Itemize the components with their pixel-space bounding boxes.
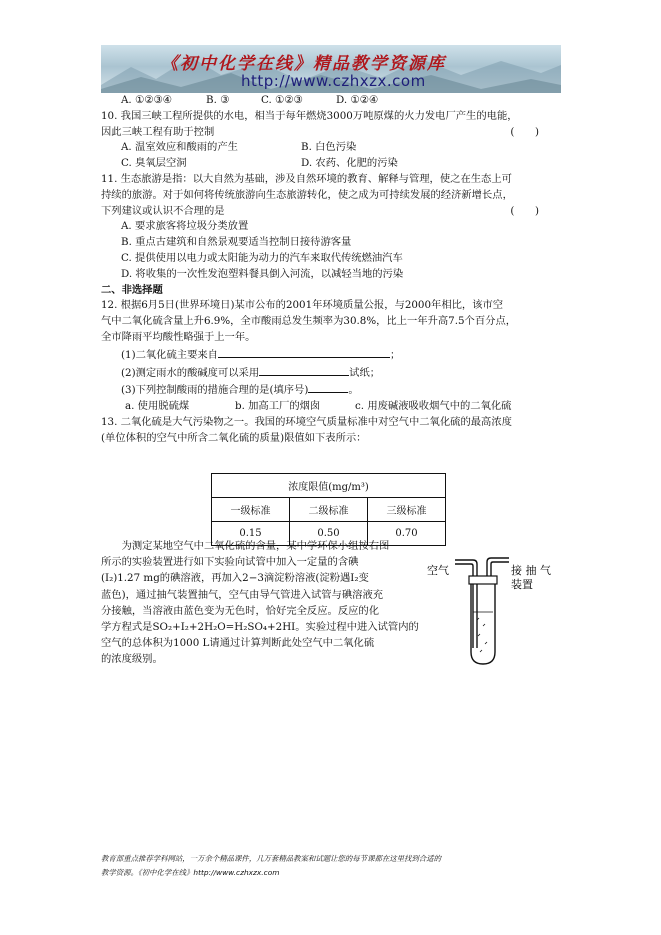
- footer-line-1: 教育部重点推荐学科网站，一万余个精品课件，几万套精品教案和试题让您的每节课都在这里找到合适的: [101, 854, 441, 863]
- q12-choice-a: a. 使用脱硫煤: [125, 400, 190, 413]
- q11-line-3-text: 下列建议或认识不合理的是: [101, 204, 225, 217]
- q13-line-1: 13. 二氧化硫是大气污染物之一。我国的环境空气质量标准中对空气中二氧化硫的最高浓度: [101, 415, 512, 428]
- q12-subquestion-1: [101, 346, 561, 364]
- para-line: 蓝色)，通过抽气装置抽气，空气由导气管进入试管与碘溶液充: [101, 588, 384, 601]
- table-value-3: 0.70: [368, 522, 446, 546]
- outlet-tube: [487, 558, 509, 578]
- q9-option-b: B. ③: [206, 94, 230, 106]
- q12-s2-text: (2)测定雨水的酸碱度可以采用: [121, 366, 260, 379]
- q11-option-d: D. 将收集的一次性发泡塑料餐具倒入河流，以减轻当地的污染: [121, 267, 404, 280]
- table-col-1: 一级标准: [212, 498, 290, 522]
- para-line: 为测定某地空气中二氧化硫的含量，某中学环保小组按右图: [101, 540, 390, 552]
- q10-line-2-text: 因此三峡工程有助于控制: [101, 125, 215, 138]
- page-footer: [101, 852, 563, 880]
- q10-options-row-2: [101, 156, 561, 172]
- section-heading: 二、非选择题: [101, 283, 163, 296]
- q9-option-d: D. ①②④: [336, 94, 379, 106]
- q12-s3-text: (3)下列控制酸雨的措施合理的是(填序号): [121, 384, 309, 397]
- q12-line-2: 气中二氧化硫含量上升6.9%，全市酸雨总发生频率为30.8%，比上一年升高7.5个百分点，: [101, 315, 517, 328]
- para-line: (I₂)1.27 mg的碘溶液，再加入2−3滴淀粉溶液(淀粉遇I₂变: [101, 572, 369, 585]
- experiment-paragraph: [101, 538, 419, 668]
- q10-answer-paren: ( ): [510, 125, 539, 138]
- air-label: 空气: [427, 564, 449, 577]
- q9-option-a: A. ①②③④: [121, 94, 172, 106]
- pump-label-2: 装置: [511, 578, 533, 591]
- table-col-2: 二级标准: [290, 498, 368, 522]
- table-value-2: 0.50: [290, 522, 368, 546]
- q12-s1-text: (1)二氧化硫主要来自: [121, 348, 218, 361]
- para-line: 空气的总体积为1000 L请通过计算判断此处空气中二氧化硫: [101, 637, 375, 650]
- banner-url[interactable]: http://www.czhxzx.com: [241, 72, 426, 90]
- q12-subquestion-2: [101, 364, 561, 382]
- footer-line-2: 教学资源。《初中化学在线》http://www.czhxzx.com: [101, 868, 280, 877]
- para-line: 学方程式是SO₂+I₂+2H₂O=H₂SO₄+2HI。实验过程中进入试管内的: [101, 621, 419, 634]
- concentration-table: [211, 473, 446, 546]
- q12-s3-end: 。: [348, 384, 359, 397]
- q12-s1-blank[interactable]: [218, 346, 390, 358]
- test-tube: [471, 584, 495, 664]
- q12-s2-end: 试纸；: [349, 366, 381, 379]
- q12-line-3: 全市降雨平均酸性略强于上一年。: [101, 330, 256, 343]
- q10-line-1: 10. 我国三峡工程所提供的水电，相当于每年燃烧3000万吨原煤的火力发电厂产生的电能，: [101, 109, 518, 122]
- pump-label-1: 接 抽 气: [511, 564, 551, 577]
- q12-s3-blank[interactable]: [308, 381, 348, 393]
- q11-option-c: C. 提供使用以电力或太阳能为动力的汽车来取代传统燃油汽车: [121, 251, 403, 264]
- table-header-row: [212, 474, 446, 498]
- solution: [473, 612, 493, 652]
- q11-answer-paren: ( ): [510, 204, 539, 217]
- stopper: [469, 576, 497, 584]
- q12-choices: [101, 399, 561, 415]
- q11-option-a: A. 要求旅客将垃圾分类放置: [121, 220, 249, 233]
- q9-options: [101, 93, 561, 109]
- q10-line-2: [101, 125, 561, 141]
- q11-line-3: [101, 204, 561, 220]
- q11-option-b: B. 重点古建筑和自然景观要适当控制日接待游客量: [121, 236, 352, 249]
- q10-option-a: A. 温室效应和酸雨的产生: [121, 141, 238, 154]
- apparatus-diagram: [425, 548, 565, 668]
- q11-line-1: 11. 生态旅游是指：以大自然为基础，涉及自然环境的教育、解释与管理，使之在生态上可: [101, 172, 512, 185]
- header-banner: [101, 45, 561, 93]
- q12-s2-blank[interactable]: [259, 364, 349, 376]
- q10-option-c: C. 臭氧层空洞: [121, 157, 187, 170]
- q12-line-1: 12. 根据6月5日(世界环境日)某市公布的2001年环境质量公报，与2000年相比，该市空: [101, 299, 504, 312]
- q12-choice-b: b. 加高工厂的烟囱: [235, 400, 321, 413]
- para-line: 的浓度级别。: [101, 653, 163, 666]
- q12-subquestion-3: [101, 381, 561, 399]
- inlet-tube: [455, 560, 477, 648]
- table-row: [212, 498, 446, 522]
- q10-option-b: B. 白色污染: [301, 141, 357, 154]
- q10-option-d: D. 农药、化肥的污染: [301, 157, 398, 170]
- para-line: 所示的实验装置进行如下实验向试管中加入一定量的含碘: [101, 556, 359, 569]
- q12-s1-end: ；: [389, 348, 401, 361]
- table-col-3: 三级标准: [368, 498, 446, 522]
- q9-option-c: C. ①②③: [261, 94, 303, 106]
- para-line: 分接触，当溶液由蓝色变为无色时，恰好完全反应。反应的化: [101, 604, 380, 617]
- q11-line-2: 持续的旅游。对于如何将传统旅游向生态旅游转化，使之成为可持续发展的经济新增长点，: [101, 188, 513, 201]
- banner-title: 《初中化学在线》精品教学资源库: [161, 54, 446, 74]
- q10-options-row-1: [101, 140, 561, 156]
- q13-line-2: (单位体积的空气中所含二氧化硫的质量)限值如下表所示：: [101, 431, 367, 444]
- q12-choice-c: c. 用废碱液吸收烟气中的二氧化硫: [355, 400, 512, 413]
- question-content: [101, 93, 561, 447]
- table-header: 浓度限值(mg/m³): [212, 474, 446, 498]
- table-value-1: 0.15: [212, 522, 290, 546]
